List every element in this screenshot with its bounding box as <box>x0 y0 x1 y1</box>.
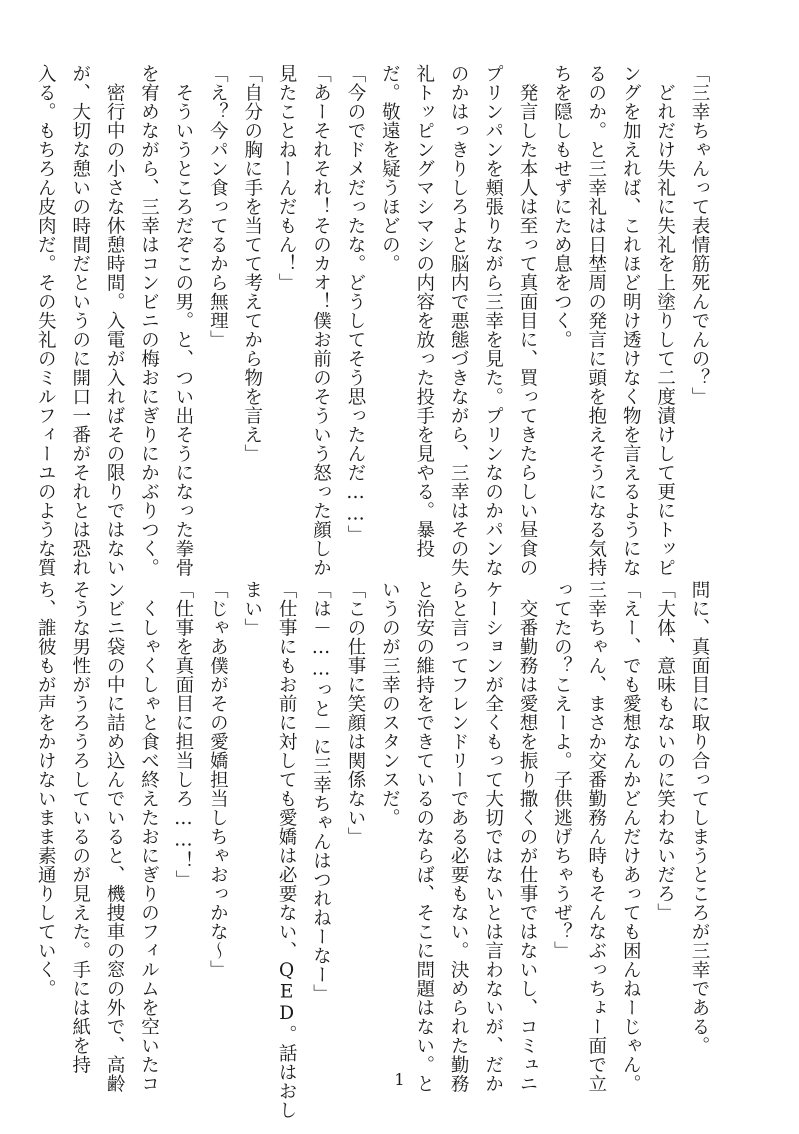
text-line: のかはっきりしろよと脳内で悪態づきながら、三幸はその失 <box>448 64 470 577</box>
text-line: まい」 <box>241 580 263 637</box>
text-line: 三幸ちゃん、まさか交番勤務ん時もそんなぶっちょー面で立 <box>585 580 607 1093</box>
text-line: が、大切な憩いの時間だというのに開口一番がそれとは恐れ <box>69 64 91 577</box>
text-line: 「仕事にもお前に対しても愛嬌は必要ない、QED。話はおし <box>276 580 298 1120</box>
text-line: らと言ってフレンドリーである必要もない。決められた勤務 <box>448 580 470 1093</box>
text-line: 「自分の胸に手を当てて考えてから物を言え」 <box>241 64 263 463</box>
text-line: ち、誰彼もが声をかけないまま素通りしていく。 <box>35 580 57 998</box>
text-line: と治安の維持をできているのならば、そこに問題はない。と <box>413 580 435 1093</box>
text-line: 「仕事を真面目に担当しろ……！」 <box>172 580 194 889</box>
text-line: 礼トッピングマシマシの内容を放った投手を見やる。暴投 <box>413 64 435 558</box>
text-line: いうのが三幸のスタンスだ。 <box>379 580 401 827</box>
text-line: ングを加えれば、これほど明け透けなく物を言えるようにな <box>620 64 642 577</box>
text-column-top <box>35 64 716 577</box>
text-line: 「えー、でも愛想なんかどんだけあっても困んねーじゃん。 <box>620 580 642 1093</box>
text-line: 密行中の小さな休憩時間。入電が入ればその限りではない <box>104 82 126 577</box>
text-line: 「じゃあ僕がその愛嬌担当しちゃおっかな～」 <box>207 580 229 979</box>
text-line: 「今のでドメだったな。どうしてそう思ったんだ……」 <box>344 64 366 544</box>
text-line: ちを隠しもせずにため息をつく。 <box>551 64 573 349</box>
text-line: るのか。と三幸礼は日埜周の発言に頭を抱えそうになる気持 <box>585 64 607 577</box>
text-column-bottom <box>35 580 716 1120</box>
text-line: くしゃくしゃと食べ終えたおにぎりのフィルムを空いたコ <box>138 598 160 1093</box>
text-line: 「三幸ちゃんって表情筋死んでんの？」 <box>689 64 710 406</box>
text-line: そういうところだぞこの男。と、つい出そうになった拳骨 <box>172 82 194 577</box>
text-line: どれだけ失礼に失礼を上塗りして二度漬けして更にトッピ <box>654 82 676 577</box>
page-number: 1 <box>394 1070 405 1089</box>
text-line: 「あーそれそれ！そのカオ！僕お前のそういう怒った顔しか <box>310 64 332 577</box>
text-line: 発言した本人は至って真面目に、買ってきたらしい昼食の <box>516 82 538 577</box>
text-line: を宥めながら、三幸はコンビニの梅おにぎりにかぶりつく。 <box>138 64 160 577</box>
text-line: ンビニ袋の中に詰め込んでいると、機捜車の窓の外で、高齢 <box>104 580 126 1093</box>
text-line: プリンパンを頬張りながら三幸を見た。プリンなのかパンな <box>482 64 504 577</box>
text-line: 「大体、意味もないのに笑わないだろ」 <box>654 580 676 922</box>
text-line: そうな男性がうろうろしているのが見えた。手には紙を持 <box>69 580 91 1074</box>
text-line: 交番勤務は愛想を振り撒くのが仕事ではないし、コミュニ <box>516 598 538 1093</box>
text-line: 問に、真面目に取り合ってしまうところが三幸である。 <box>689 580 710 1055</box>
text-line: だ。敬遠を疑うほどの。 <box>379 64 401 273</box>
text-line: ってたの？こえーよ。子供逃げちゃうぜ？」 <box>551 580 573 960</box>
text-line: ケーションが全くもって大切ではないとは言わないが、だか <box>482 580 504 1093</box>
text-line: 「この仕事に笑顔は関係ない」 <box>344 580 366 846</box>
text-line: 「は－……っと－に三幸ちゃんはつれねーなー」 <box>310 580 332 1003</box>
text-line: 見たことねーんだもん！」 <box>276 64 298 292</box>
text-line: 「え？今パン食ってるから無理」 <box>207 64 229 349</box>
text-line: 入る。もちろん皮肉だ。その失礼のミルフィーユのような質 <box>35 64 57 577</box>
